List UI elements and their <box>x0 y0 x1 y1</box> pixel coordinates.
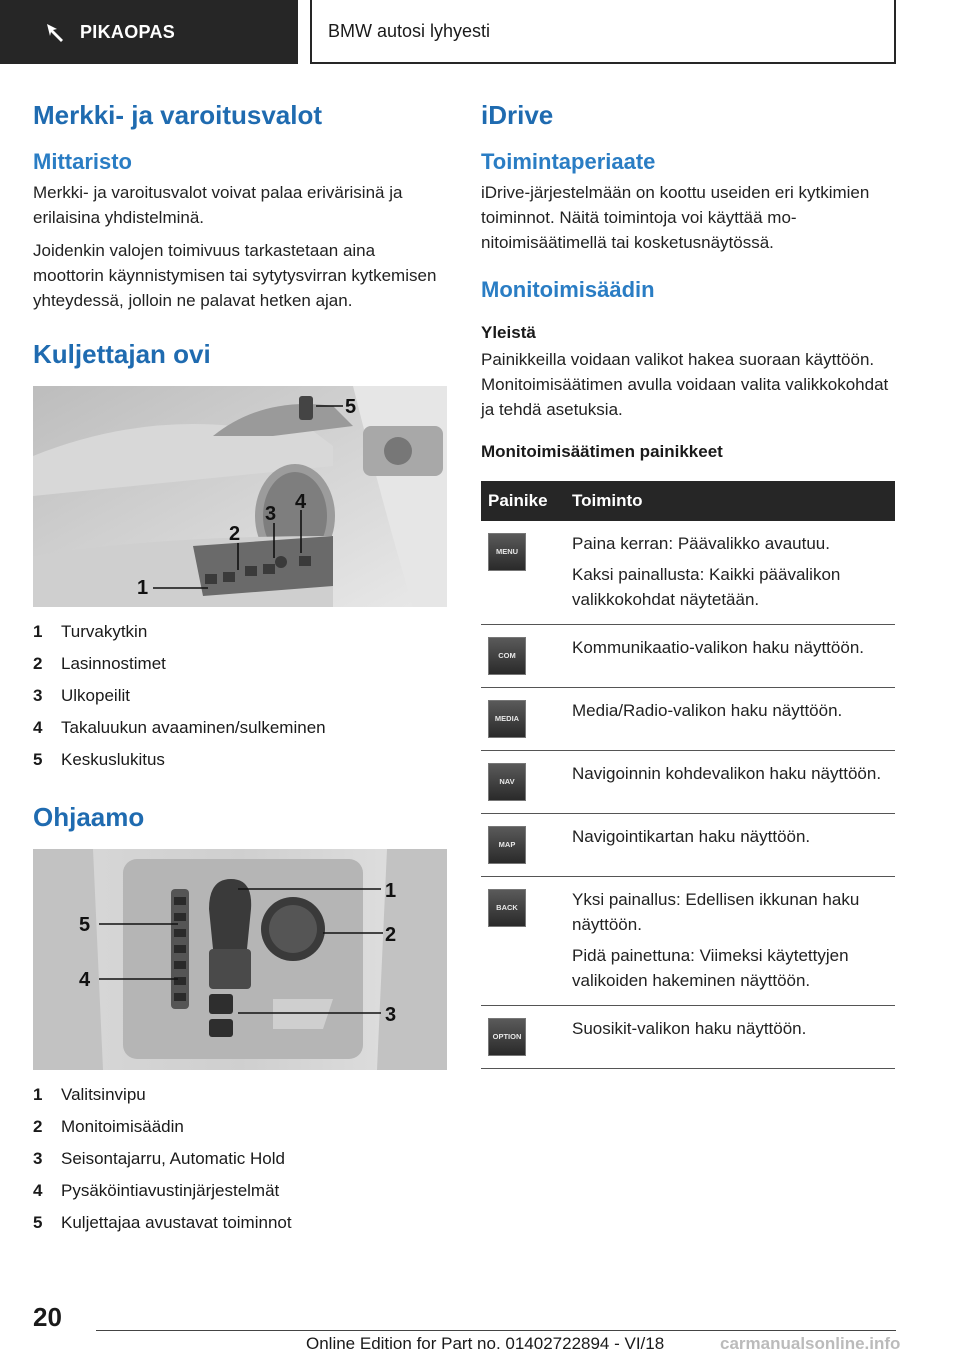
idrive-title: iDrive <box>481 100 554 130</box>
cockpit-figure <box>33 849 447 1070</box>
nav-button-icon: NAV <box>488 763 526 801</box>
door-callout-4: 4 <box>295 490 307 513</box>
list-item: 5 Kuljettajaa avustavat toiminnot <box>33 1212 292 1232</box>
column-header-function: Toiminto <box>565 481 895 521</box>
buttons-heading: Monitoimisäätimen painikkeet <box>481 442 723 462</box>
left-column <box>33 100 447 1239</box>
table-header-row <box>481 481 895 521</box>
column-header-button: Painike <box>481 481 565 521</box>
principle-heading: Toimintaperiaate <box>481 149 656 175</box>
door-illustration <box>33 386 447 607</box>
cockpit-callout-1: 1 <box>385 879 397 902</box>
table-row: MEDIA Media/Radio-valikon haku näyttöön. <box>481 687 895 750</box>
door-callout-2: 2 <box>229 522 241 545</box>
header-tab <box>0 0 298 64</box>
menu-button-icon: MENU <box>488 533 526 571</box>
cockpit-heading: Ohjaamo <box>33 801 145 832</box>
list-item: 3 Seisontajarru, Automatic Hold <box>33 1148 285 1168</box>
list-item: 3 Ulkopeilit <box>33 685 130 705</box>
media-button-icon: MEDIA <box>488 700 526 738</box>
controller-heading: Monitoimisäädin <box>481 276 655 302</box>
door-callout-5: 5 <box>345 395 357 418</box>
edition-text: Online Edition for Part no. 01402722894 - VI/18 <box>306 1334 665 1353</box>
list-item: 2 Lasinnostimet <box>33 653 166 673</box>
instrument-paragraph-1: Merkki- ja varoitusvalot voivat palaa erivärisinä ja erilaisina yhdistelminä. <box>33 182 403 227</box>
cockpit-legend <box>33 1079 447 1239</box>
back-button-icon: BACK <box>488 889 526 927</box>
general-paragraph: Painikkeilla voidaan valikot hakea suoraan käyttöön. Monitoimisäätimen avulla voidaan valita valikkokohdat ja tehdä asetuksia. <box>481 350 889 420</box>
table-row: OPTION Suosikit-valikon haku näyttöön. <box>481 1005 895 1068</box>
general-heading: Yleistä <box>481 322 536 342</box>
door-legend <box>33 616 447 776</box>
cockpit-callout-4: 4 <box>79 968 91 991</box>
table-row: MAP Navigointikartan haku näyttöön. <box>481 813 895 876</box>
com-button-icon: COM <box>488 637 526 675</box>
header-section-title: BMW autosi lyhyesti <box>328 20 491 41</box>
controller-buttons-table <box>481 481 895 1069</box>
door-callout-1: 1 <box>137 576 149 599</box>
right-column <box>481 100 895 1069</box>
option-button-icon: OPTION <box>488 1018 526 1056</box>
page-number: 20 <box>33 1302 62 1332</box>
table-row: BACK Yksi painallus: Edellisen ikkunan haku näyttöön. Pidä painettuna: Viimeksi käytettyjen valikoiden hakeminen näyttöön. <box>481 876 895 1005</box>
table-row: NAV Navigoinnin kohdevalikon haku näyttöön. <box>481 750 895 813</box>
instrument-heading: Mittaristo <box>33 149 132 175</box>
list-item: 4 Takaluukun avaaminen/sulkeminen <box>33 717 326 737</box>
table-row: MENU Paina kerran: Päävalikko avautuu. Kaksi painallusta: Kaikki päävalikon valikkokohdat näytetään. <box>481 521 895 625</box>
list-item: 1 Valitsinvipu <box>33 1084 146 1104</box>
quickstart-arrow-icon <box>44 21 66 43</box>
principle-paragraph: iDrive-järjestelmään on koottu useiden eri kytkimien toiminnot. Näitä toimintoja voi käyttää monitoimisäätimellä tai kosketusnäytössä. <box>481 182 870 252</box>
header-section <box>310 0 896 64</box>
map-button-icon: MAP <box>488 826 526 864</box>
door-heading: Kuljettajan ovi <box>33 338 211 369</box>
cockpit-callout-2: 2 <box>385 923 397 946</box>
footer-divider <box>96 1330 896 1331</box>
warning-lights-title: Merkki- ja varoitusvalot <box>33 100 322 130</box>
header-tab-label: PIKAOPAS <box>80 21 176 42</box>
list-item: 4 Pysäköintiavustinjärjestelmät <box>33 1180 280 1200</box>
list-item: 1 Turvakytkin <box>33 621 148 641</box>
door-figure <box>33 386 447 607</box>
table-row: COM Kommunikaatio-valikon haku näyttöön. <box>481 624 895 687</box>
list-item: 2 Monitoimisäädin <box>33 1116 184 1136</box>
cockpit-callout-5: 5 <box>79 913 91 936</box>
list-item: 5 Keskuslukitus <box>33 749 165 769</box>
door-callout-3: 3 <box>265 502 277 525</box>
instrument-paragraph-2: Joidenkin valojen toimivuus tarkastetaan aina moottorin käynnistymisen tai sytytysvirran kytkemisen yhteydessä, jolloin ne palavat hetken ajan. <box>33 240 437 310</box>
cockpit-illustration <box>33 849 447 1070</box>
cockpit-callout-3: 3 <box>385 1003 397 1026</box>
watermark: carmanualsonline.info <box>720 1334 901 1353</box>
